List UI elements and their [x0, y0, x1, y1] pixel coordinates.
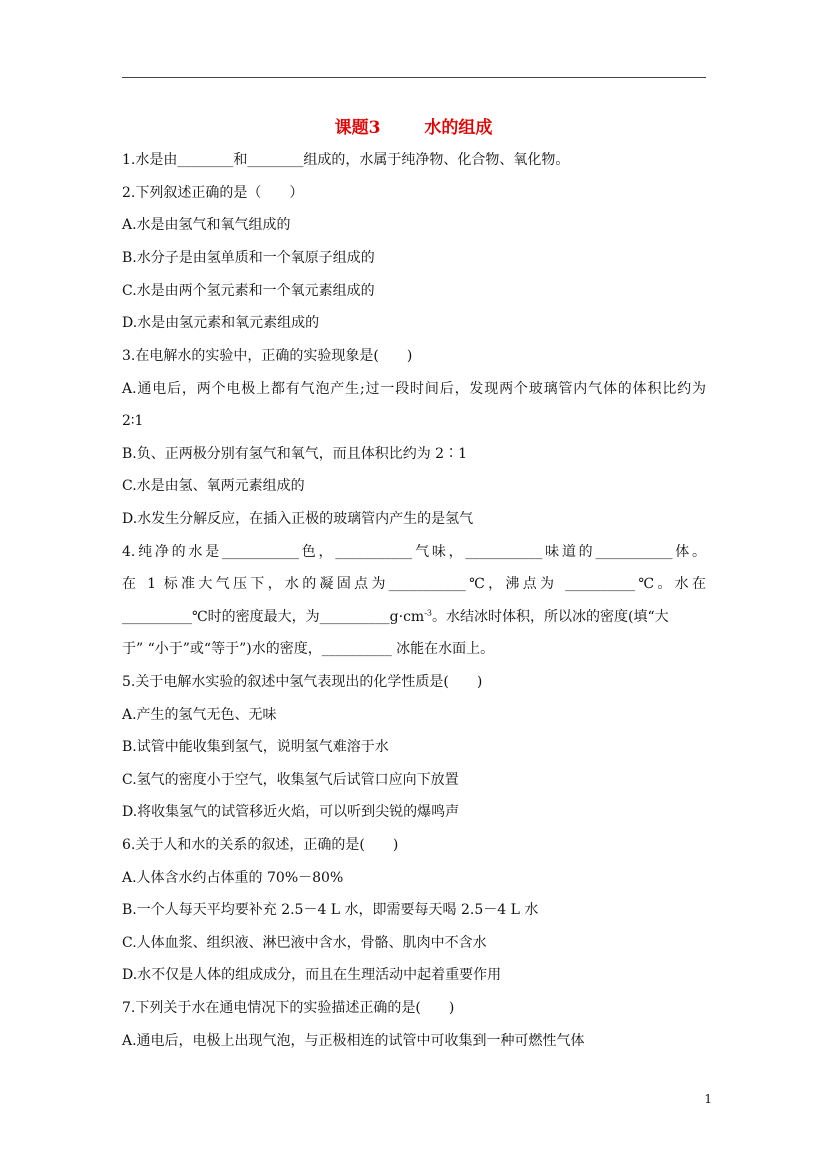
question-6-option-a: A.人体含水约占体重的 70%－80% — [122, 870, 344, 886]
question-4-line-1: 4.纯净的水是___________色，___________气味，___________味道的___________体。 — [122, 544, 706, 560]
header-rule — [122, 77, 706, 78]
question-3-stem: 3.在电解水的实验中，正确的实验现象是( ) — [122, 348, 413, 364]
question-5-option-c: C.氢气的密度小于空气，收集氢气后试管口应向下放置 — [122, 772, 459, 788]
question-6-option-c: C.人体血浆、组织液、淋巴液中含水，骨骼、肌肉中不含水 — [122, 935, 487, 951]
question-3-option-c: C.水是由氢、氧两元素组成的 — [122, 478, 305, 494]
question-3-option-a: A.通电后，两个电极上都有气泡产生;过一段时间后，发现两个玻璃管内气体的体积比约为 — [122, 381, 706, 397]
question-2-option-b: B.水分子是由氢单质和一个氧原子组成的 — [122, 250, 375, 266]
question-6-stem: 6.关于人和水的关系的叙述，正确的是( ) — [122, 837, 399, 853]
question-7-option-a: A.通电后，电极上出现气泡，与正极相连的试管中可收集到一种可燃性气体 — [122, 1033, 585, 1049]
question-3-option-b: B.负、正两极分别有氢气和氧气，而且体积比约为 2∶1 — [122, 446, 468, 462]
question-3-option-a-cont: 2∶1 — [122, 413, 144, 429]
question-5-option-a: A.产生的氢气无色、无味 — [122, 707, 277, 723]
question-5-option-b: B.试管中能收集到氢气，说明氢气难溶于水 — [122, 739, 389, 755]
lesson-topic: 水的组成 — [424, 118, 493, 138]
question-2-stem: 2.下列叙述正确的是（ ） — [122, 185, 304, 201]
question-7-stem: 7.下列关于水在通电情况下的实验描述正确的是( ) — [122, 1000, 455, 1016]
density-text: __________℃时的密度最大，为__________g·cm — [122, 609, 425, 625]
question-3-option-d: D.水发生分解反应，在插入正极的玻璃管内产生的是氢气 — [122, 511, 474, 527]
density-exponent: -3 — [424, 608, 432, 618]
page-number: 1 — [704, 1092, 712, 1106]
ice-volume-text: 。水结冰时体积，所以冰的密度(填“大 — [432, 609, 669, 625]
page-title — [0, 113, 827, 138]
question-2-option-c: C.水是由两个氢元素和一个氧元素组成的 — [122, 283, 375, 299]
question-6-option-b: B.一个人每天平均要补充 2.5－4 L 水，即需要每天喝 2.5－4 L 水 — [122, 902, 539, 918]
question-4-line-4: 于” “小于”或“等于”)水的密度，__________ 冰能在水面上。 — [122, 641, 495, 657]
question-2-option-a: A.水是由氢气和氧气组成的 — [122, 217, 291, 233]
question-6-option-d: D.水不仅是人体的组成成分，而且在生理活动中起着重要作用 — [122, 967, 502, 983]
question-5-stem: 5.关于电解水实验的叙述中氢气表现出的化学性质是( ) — [122, 674, 483, 690]
lesson-number: 课题3 — [334, 118, 381, 138]
question-1: 1.水是由________和________组成的，水属于纯净物、化合物、氧化物。 — [122, 152, 570, 168]
question-4-line-3 — [122, 608, 669, 626]
question-5-option-d: D.将收集氢气的试管移近火焰，可以听到尖锐的爆鸣声 — [122, 804, 460, 820]
question-4-line-2: 在 1 标准大气压下，水的凝固点为___________℃，沸点为 __________℃。水在 — [122, 576, 706, 592]
question-2-option-d: D.水是由氢元素和氧元素组成的 — [122, 315, 320, 331]
